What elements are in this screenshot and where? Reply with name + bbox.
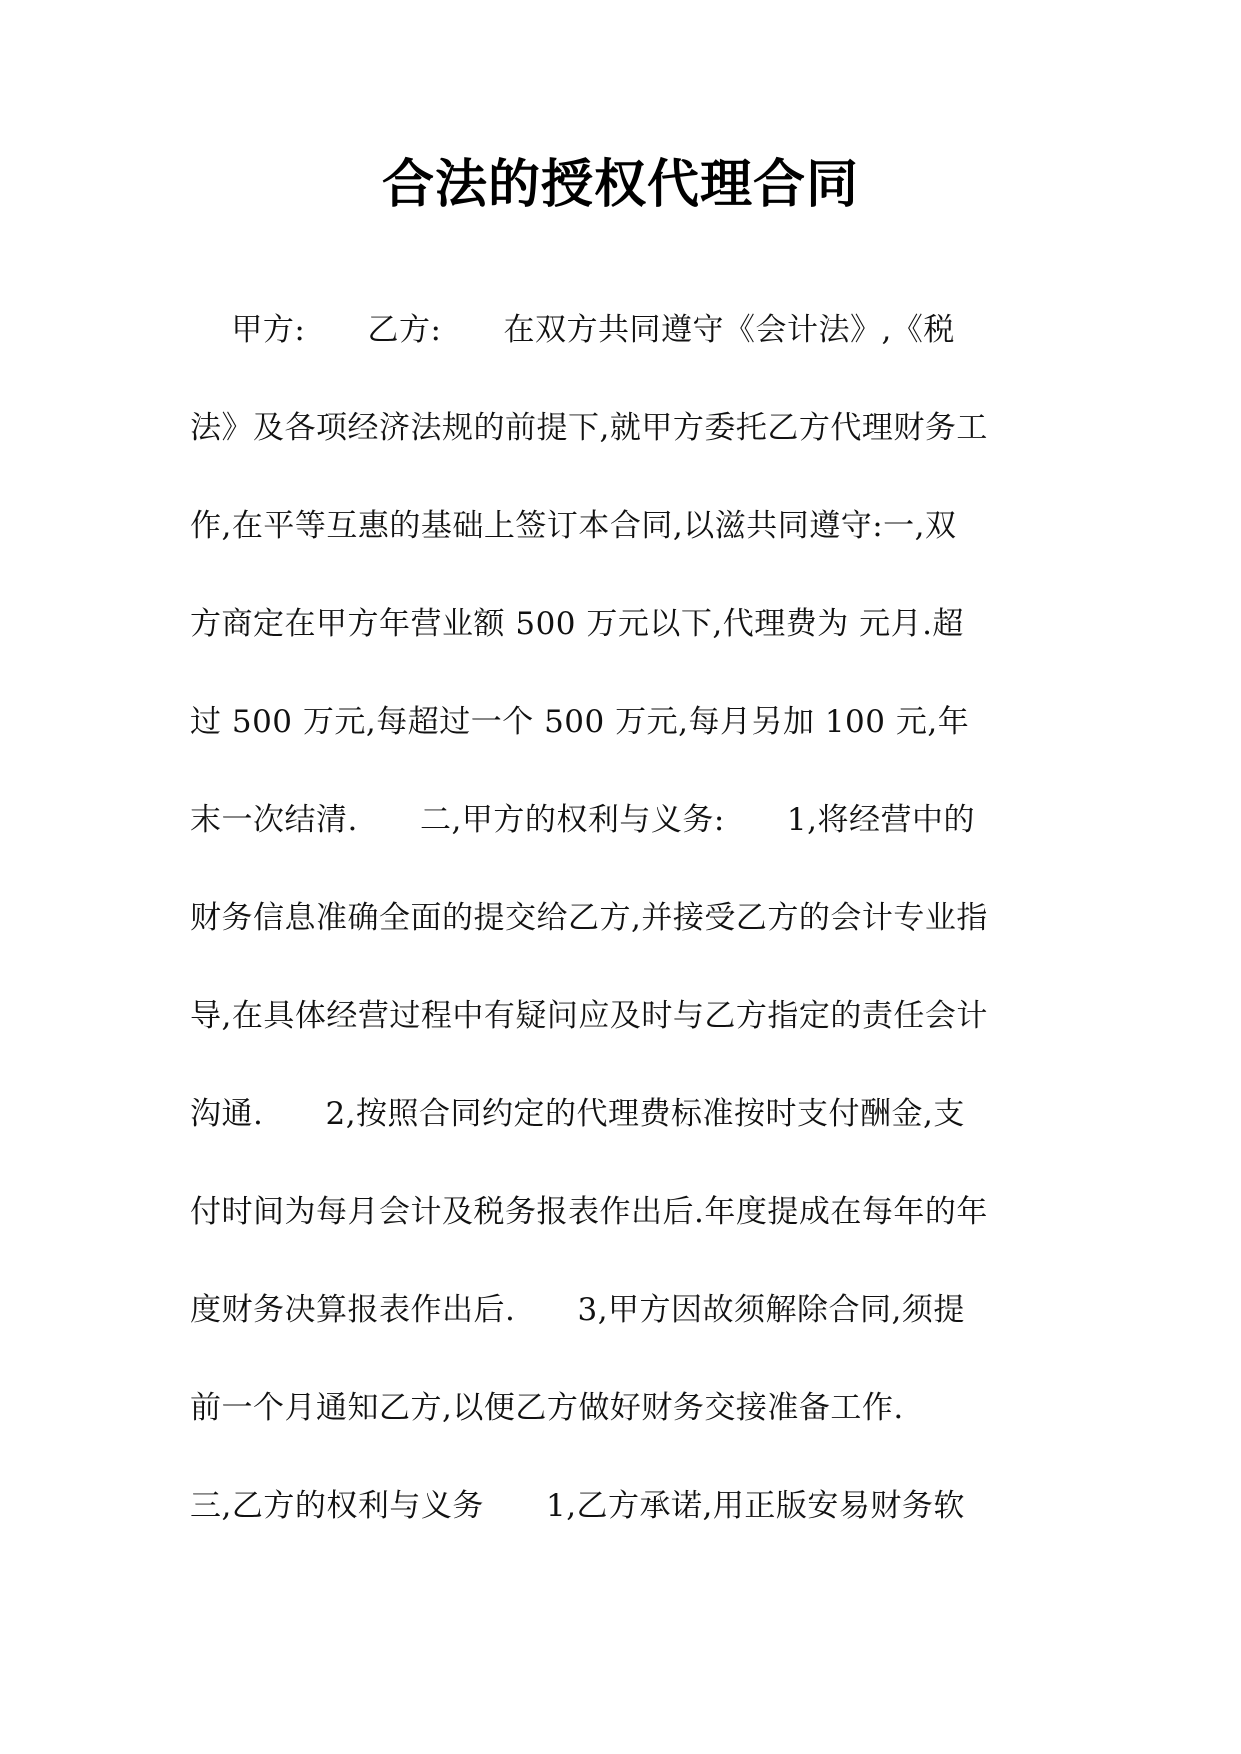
body-line: 法》及各项经济法规的前提下,就甲方委托乙方代理财务工: [190, 410, 988, 446]
body-line: 三,乙方的权利与义务 1,乙方承诺,用正版安易财务软: [190, 1488, 965, 1524]
body-line: 作,在平等互惠的基础上签订本合同,以滋共同遵守:一,双: [190, 508, 957, 544]
document-body: [190, 305, 1052, 1579]
body-line: 过 500 万元,每超过一个 500 万元,每月另加 100 元,年: [190, 704, 970, 740]
body-line: 甲方: 乙方: 在双方共同遵守《会计法》,《税: [190, 312, 955, 348]
body-line: 沟通. 2,按照合同约定的代理费标准按时支付酬金,支: [190, 1096, 965, 1132]
body-line: 方商定在甲方年营业额 500 万元以下,代理费为 元月.超: [190, 606, 964, 642]
body-line: 末一次结清. 二,甲方的权利与义务: 1,将经营中的: [190, 802, 975, 838]
body-line: 财务信息准确全面的提交给乙方,并接受乙方的会计专业指: [190, 900, 988, 936]
body-line: 度财务决算报表作出后. 3,甲方因故须解除合同,须提: [190, 1292, 965, 1328]
body-line: 前一个月通知乙方,以便乙方做好财务交接准备工作.: [190, 1390, 904, 1426]
body-line: 付时间为每月会计及税务报表作出后.年度提成在每年的年: [190, 1194, 988, 1230]
document-title: 合法的授权代理合同: [381, 155, 859, 215]
body-line: 导,在具体经营过程中有疑问应及时与乙方指定的责任会计: [190, 998, 988, 1034]
